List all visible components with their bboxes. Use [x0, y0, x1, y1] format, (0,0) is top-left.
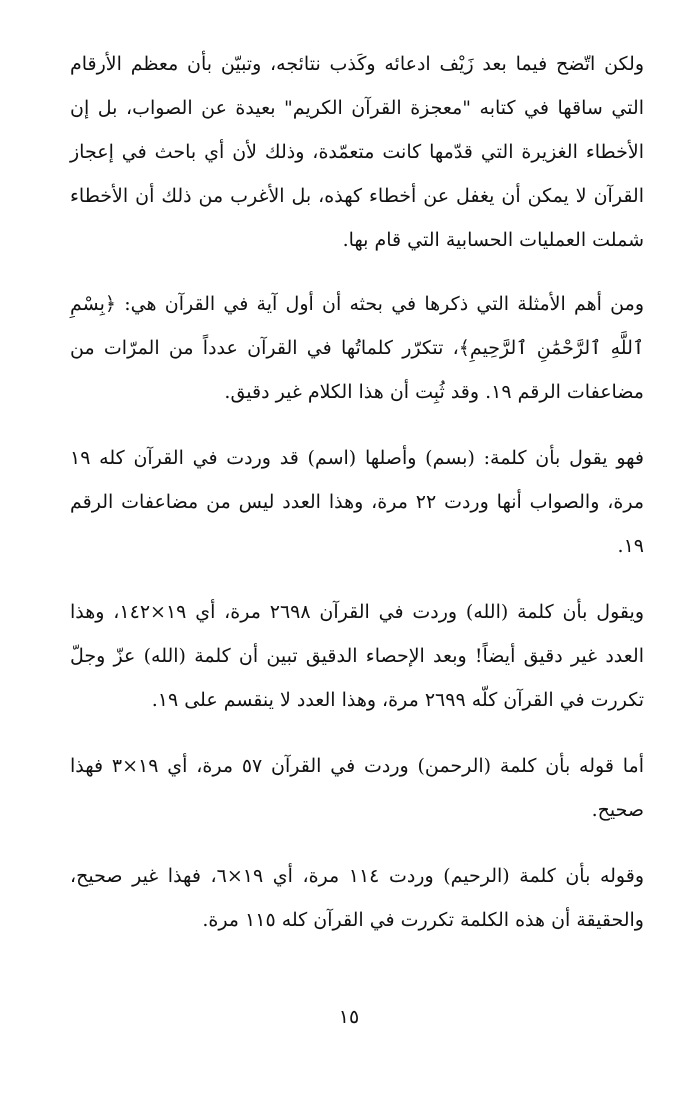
paragraph-2: ومن أهم الأمثلة التي ذكرها في بحثه أن أول آية في القرآن هي: ﴿بِسْمِ ٱللَّهِ ٱلرَّحْمَٰنِ ٱلرَّحِيمِ﴾، تتكرّر كلماتُها في القرآن عدداً من المرّات من مضاعفات الرقم ١٩. وقد ثُبِت أن هذا الكلام غير دقيق. — [70, 293, 644, 403]
paragraph-3: فهو يقول بأن كلمة: (بسم) وأصلها (اسم) قد وردت في القرآن كله ١٩ مرة، والصواب أنها وردت ٢٢ مرة، وهذا العدد ليس من مضاعفات الرقم ١٩. — [70, 447, 644, 557]
page-number: ١٥ — [338, 1006, 360, 1028]
paragraph-1: ولكن اتّضح فيما بعد زَيْف ادعائه وكَذب نتائجه، وتبيّن بأن معظم الأرقام التي ساقها في كتابه "معجزة القرآن الكريم" بعيدة عن الصواب، بل إن الأخطاء الغزيرة التي قدّمها كانت متعمّدة، وذلك لأن أي باحث في إعجاز القرآن لا يمكن أن يغفل عن أخطاء كهذه، بل الأغرب من ذلك أن الأخطاء شملت العمليات الحسابية التي قام بها. — [70, 53, 644, 251]
paragraph-6: وقوله بأن كلمة (الرحيم) وردت ١١٤ مرة، أي ١٩×٦، فهذا غير صحيح، والحقيقة أن هذه الكلمة تكررت في القرآن كله ١١٥ مرة. — [70, 865, 644, 931]
paragraph-5: أما قوله بأن كلمة (الرحمن) وردت في القرآن ٥٧ مرة، أي ١٩×٣ فهذا صحيح. — [70, 755, 644, 821]
body-text — [70, 42, 644, 964]
paragraph-4: ويقول بأن كلمة (الله) وردت في القرآن ٢٦٩٨ مرة، أي ١٩×١٤٢، وهذا العدد غير دقيق أيضاً! وبعد الإحصاء الدقيق تبين أن كلمة (الله) عزّ وجلّ تكررت في القرآن كلّه ٢٦٩٩ مرة، وهذا العدد لا ينقسم على ١٩. — [70, 601, 644, 711]
